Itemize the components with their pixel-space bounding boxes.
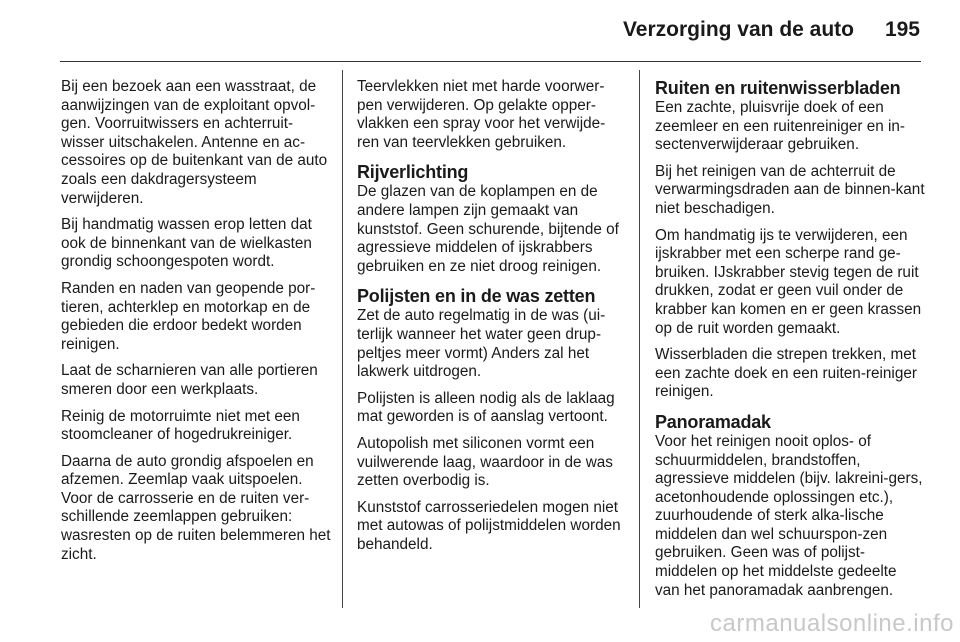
section-heading-polijsten: Polijsten en in de was zetten xyxy=(357,286,596,307)
paragraph: Zet de auto regelmatig in de was (ui-terlijk wanneer het water geen drup-peltjes meer vormt) Anders zal het lakwerk uitdrogen. xyxy=(357,307,606,381)
paragraph: Kunststof carrosseriedelen mogen niet met autowas of polijstmiddelen worden behandeld. xyxy=(357,498,621,553)
paragraph: Autopolish met siliconen vormt een vuilwerende laag, waardoor in de was zetten overbodig is. xyxy=(357,434,613,490)
column-divider-2 xyxy=(639,70,640,608)
paragraph: Om handmatig ijs te verwijderen, een ijskrabber met een scherpe rand ge-bruiken. IJskrabber stevig tegen de ruit drukken, zodat er geen vuil onder de krabber kan komen en er geen krassen op de ruit worden gemaakt. xyxy=(655,226,922,337)
page-number: 195 xyxy=(884,18,920,41)
paragraph: Polijsten is alleen nodig als de laklaag mat geworden is of aanslag vertoont. xyxy=(357,389,615,426)
paragraph: Voor het reinigen nooit oplos- of schuurmiddelen, brandstoffen, agressieve middelen (bijv. lakreini-gers, acetonhoudende oplossingen etc.), zuurhoudende of sterk alka-lische middelen dan wel schuurspon-zen gebruiken. Geen was of polijst-middelen op het middelste gedeelte van het panoramadak aanbrengen. xyxy=(655,432,923,599)
section-heading-ruiten: Ruiten en ruitenwisserbladen xyxy=(655,78,901,98)
paragraph: De glazen van de koplampen en de andere lampen zijn gemaakt van kunststof. Geen schurende, bijtende of agressieve middelen of ijskrabbers gebruiken en ze niet droog reinigen. xyxy=(357,183,619,275)
section-heading-panoramadak: Panoramadak xyxy=(655,411,771,432)
header-divider xyxy=(60,61,921,62)
page-title: Verzorging van de auto xyxy=(622,18,854,41)
paragraph: Bij het reinigen van de achterruit de verwarmingsdraden aan de binnen-kant niet beschadigen. xyxy=(655,162,925,217)
column-3 xyxy=(655,78,925,608)
paragraph: Daarna de auto grondig afspoelen en afzemen. Zeemlap vaak uitspoelen. Voor de carrosserie en de ruiten ver-schillende zeemlappen gebruiken: wasresten op de ruiten belemmeren het zicht. xyxy=(61,452,331,563)
paragraph: Een zachte, pluisvrije doek of een zeemleer en een ruitenreiniger en in-sectenverwijderaar gebruiken. xyxy=(655,99,905,154)
paragraph: Bij een bezoek aan een wasstraat, de aanwijzingen van de exploitant opvol-gen. Voorruitwissers en achterruit-wisser uitschakelen. Antenne en ac-cessoires op de buitenkant van de auto zoals een dakdragersysteem verwijderen. xyxy=(61,78,328,207)
paragraph: Laat de scharnieren van alle portieren smeren door een werkplaats. xyxy=(61,362,318,398)
watermark: carmanualsonline.info xyxy=(710,610,954,637)
column-divider-1 xyxy=(342,70,343,608)
column-1 xyxy=(61,78,331,572)
paragraph: Wisserbladen die strepen trekken, met een zachte doek en een ruiten-reiniger reinigen. xyxy=(655,346,917,401)
column-2 xyxy=(357,78,627,562)
paragraph: Reinig de motorruimte niet met een stoomcleaner of hogedrukreiniger. xyxy=(61,407,300,444)
paragraph: Bij handmatig wassen erop letten dat ook de binnenkant van de wielkasten grondig schoongespoten wordt. xyxy=(61,216,312,271)
section-heading-rijverlichting: Rijverlichting xyxy=(357,162,469,183)
page-header xyxy=(0,0,960,60)
paragraph: Teervlekken niet met harde voorwer-pen verwijderen. Op gelakte opper-vlakken een spray voor het verwijde-ren van teervlekken gebruiken. xyxy=(357,78,606,151)
paragraph: Randen en naden van geopende por-tieren, achterklep en motorkap en de gebieden die erdoor bedekt worden reinigen. xyxy=(61,279,316,353)
